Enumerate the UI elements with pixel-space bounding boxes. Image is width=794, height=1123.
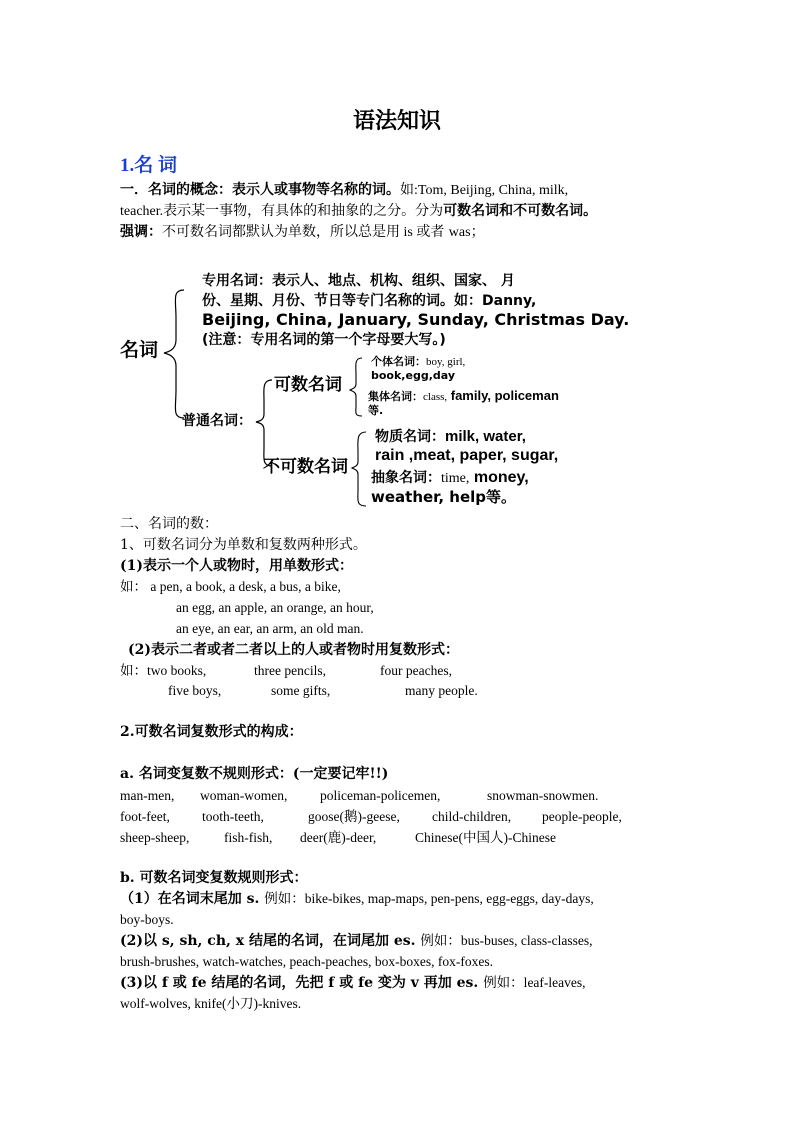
rule-3-line-1 bbox=[120, 973, 586, 993]
collective-noun bbox=[368, 389, 559, 404]
rule-2-line-2: brush-brushes, watch-watches, peach-peaches, box-boxes, fox-foxes. bbox=[120, 954, 493, 969]
uncountable-noun-label: 不可数名词 bbox=[263, 457, 348, 477]
emphasis-text: 不可数名词都默认为单数，所以总是用 bbox=[162, 224, 400, 240]
proper-noun-line-4: (注意：专用名词的第一个字母要大写。) bbox=[202, 332, 446, 348]
collective-noun-class: class, bbox=[423, 391, 448, 403]
irregular-item: fish-fish, bbox=[224, 830, 273, 845]
concept-types-bold: 可数名词和不可数名词。 bbox=[443, 203, 598, 219]
emphasis-is: is bbox=[400, 225, 417, 240]
individual-noun-label: 个体名词： bbox=[371, 355, 426, 368]
emphasis-or: 或者 bbox=[416, 224, 449, 240]
number-sub-1: (1)表示一个人或物时，用单数形式： bbox=[120, 558, 353, 574]
irregular-item: sheep-sheep, bbox=[120, 830, 190, 845]
material-noun-examples: milk, water, bbox=[445, 428, 526, 445]
rule-1-examples: 例如：bike-bikes, map-maps, pen-pens, egg-eggs, day-days, bbox=[264, 891, 594, 906]
plural-examples-2a: five boys, bbox=[168, 683, 222, 698]
plural-examples-1b: three pencils, bbox=[254, 663, 326, 678]
plural-examples-1c: four peaches, bbox=[380, 663, 452, 678]
irregular-item: woman-women, bbox=[200, 788, 288, 803]
abstract-noun-examples-2: weather, help等。 bbox=[371, 488, 517, 506]
plural-examples-2b: some gifts, bbox=[271, 683, 331, 698]
emphasis-label: 强调： bbox=[120, 224, 162, 240]
irregular-item: deer(鹿)-deer, bbox=[300, 830, 377, 845]
countable-brace bbox=[350, 358, 362, 416]
concept-definition: 一．名词的概念：表示人或事物等名称的词。 bbox=[120, 182, 400, 198]
irregular-item: Chinese(中国人)-Chinese bbox=[415, 830, 556, 845]
concept-types-text: 表示某一事物，有具体的和抽象的之分。分为 bbox=[163, 203, 444, 219]
regular-heading: b. 可数名词变复数规则形式： bbox=[120, 870, 308, 886]
root-brace bbox=[164, 290, 184, 418]
plural-examples-2c: many people. bbox=[405, 683, 478, 698]
irregular-item: tooth-teeth, bbox=[202, 809, 264, 824]
rule-1-label: （1）在名词末尾加 s. bbox=[120, 891, 265, 907]
singular-examples-2: an egg, an apple, an orange, an hour, bbox=[176, 600, 374, 615]
diagram-root-noun: 名词 bbox=[120, 339, 159, 361]
singular-examples-1: 如： a pen, a book, a desk, a bus, a bike, bbox=[120, 579, 341, 594]
countable-noun-label: 可数名词 bbox=[274, 375, 342, 395]
irregular-item: policeman-policemen, bbox=[320, 788, 441, 803]
concept-examples: 如:Tom, Beijing, China, milk, bbox=[400, 183, 569, 198]
rule-2-line-1 bbox=[120, 931, 593, 951]
proper-noun-line-2: 份、星期、月份、节日等专门名称的词。如：Danny, bbox=[202, 293, 537, 309]
rule-3-line-2: wolf-wolves, knife(小刀)-knives. bbox=[120, 996, 302, 1011]
individual-noun bbox=[371, 355, 465, 369]
irregular-item: people-people, bbox=[542, 809, 622, 824]
material-noun bbox=[375, 427, 526, 447]
section-heading-nouns: 1.名 词 bbox=[120, 155, 178, 176]
abstract-noun-label: 抽象名词： bbox=[371, 470, 441, 486]
page-title: 语法知识 bbox=[352, 108, 441, 133]
common-brace bbox=[256, 380, 272, 466]
individual-noun-examples: boy, girl, bbox=[426, 356, 466, 368]
irregular-item: child-children, bbox=[432, 809, 512, 824]
rule-1-line-2: boy-boys. bbox=[120, 912, 174, 927]
irregular-item: foot-feet, bbox=[120, 809, 170, 824]
irregular-item: man-men, bbox=[120, 788, 175, 803]
number-rule-1: 1、可数名词分为单数和复数两种形式。 bbox=[120, 537, 367, 553]
material-noun-examples-2: rain ,meat, paper, sugar, bbox=[375, 447, 559, 464]
rule-2-examples: 例如：bus-buses, class-classes, bbox=[420, 933, 593, 948]
number-heading: 二、名词的数： bbox=[120, 516, 218, 532]
rule-3-label: (3)以 f 或 fe 结尾的名词，先把 f 或 fe 变为 v 再加 es. bbox=[120, 975, 484, 991]
abstract-noun-time: time, bbox=[441, 471, 470, 486]
emphasis-was: was； bbox=[448, 225, 485, 240]
common-noun-label: 普通名词： bbox=[182, 413, 252, 429]
rule-1-line-1 bbox=[120, 889, 594, 909]
irregular-item: snowman-snowmen. bbox=[487, 788, 599, 803]
uncountable-brace bbox=[352, 432, 366, 506]
collective-noun-examples: family, policeman bbox=[447, 388, 559, 403]
individual-noun-examples-2: book,egg,day bbox=[371, 369, 455, 382]
proper-noun-line-3: Beijing, China, January, Sunday, Christmas Day. bbox=[202, 310, 630, 329]
collective-noun-etc: 等. bbox=[368, 404, 384, 417]
plural-formation-heading: 2.可数名词复数形式的构成： bbox=[120, 724, 303, 740]
irregular-item: goose(鹅)-geese, bbox=[308, 809, 400, 824]
proper-noun-line-1: 专用名词：表示人、地点、机构、组织、国家、 月 bbox=[202, 273, 515, 289]
rule-2-label: (2)以 s, sh, ch, x 结尾的名词，在词尾加 es. bbox=[120, 933, 421, 949]
collective-noun-label: 集体名词： bbox=[368, 390, 423, 403]
plural-examples-1a: 如：two books, bbox=[120, 663, 207, 678]
material-noun-label: 物质名词： bbox=[375, 429, 445, 445]
singular-examples-3: an eye, an ear, an arm, an old man. bbox=[176, 621, 364, 636]
number-sub-2: (2)表示二者或者二者以上的人或者物时用复数形式： bbox=[128, 642, 459, 658]
rule-3-examples: 例如：leaf-leaves, bbox=[483, 975, 586, 990]
concept-teacher: teacher. bbox=[120, 204, 164, 219]
abstract-noun bbox=[371, 468, 529, 488]
abstract-noun-money: money, bbox=[469, 469, 529, 486]
irregular-heading: a. 名词变复数不规则形式：(一定要记牢!!) bbox=[120, 766, 389, 782]
